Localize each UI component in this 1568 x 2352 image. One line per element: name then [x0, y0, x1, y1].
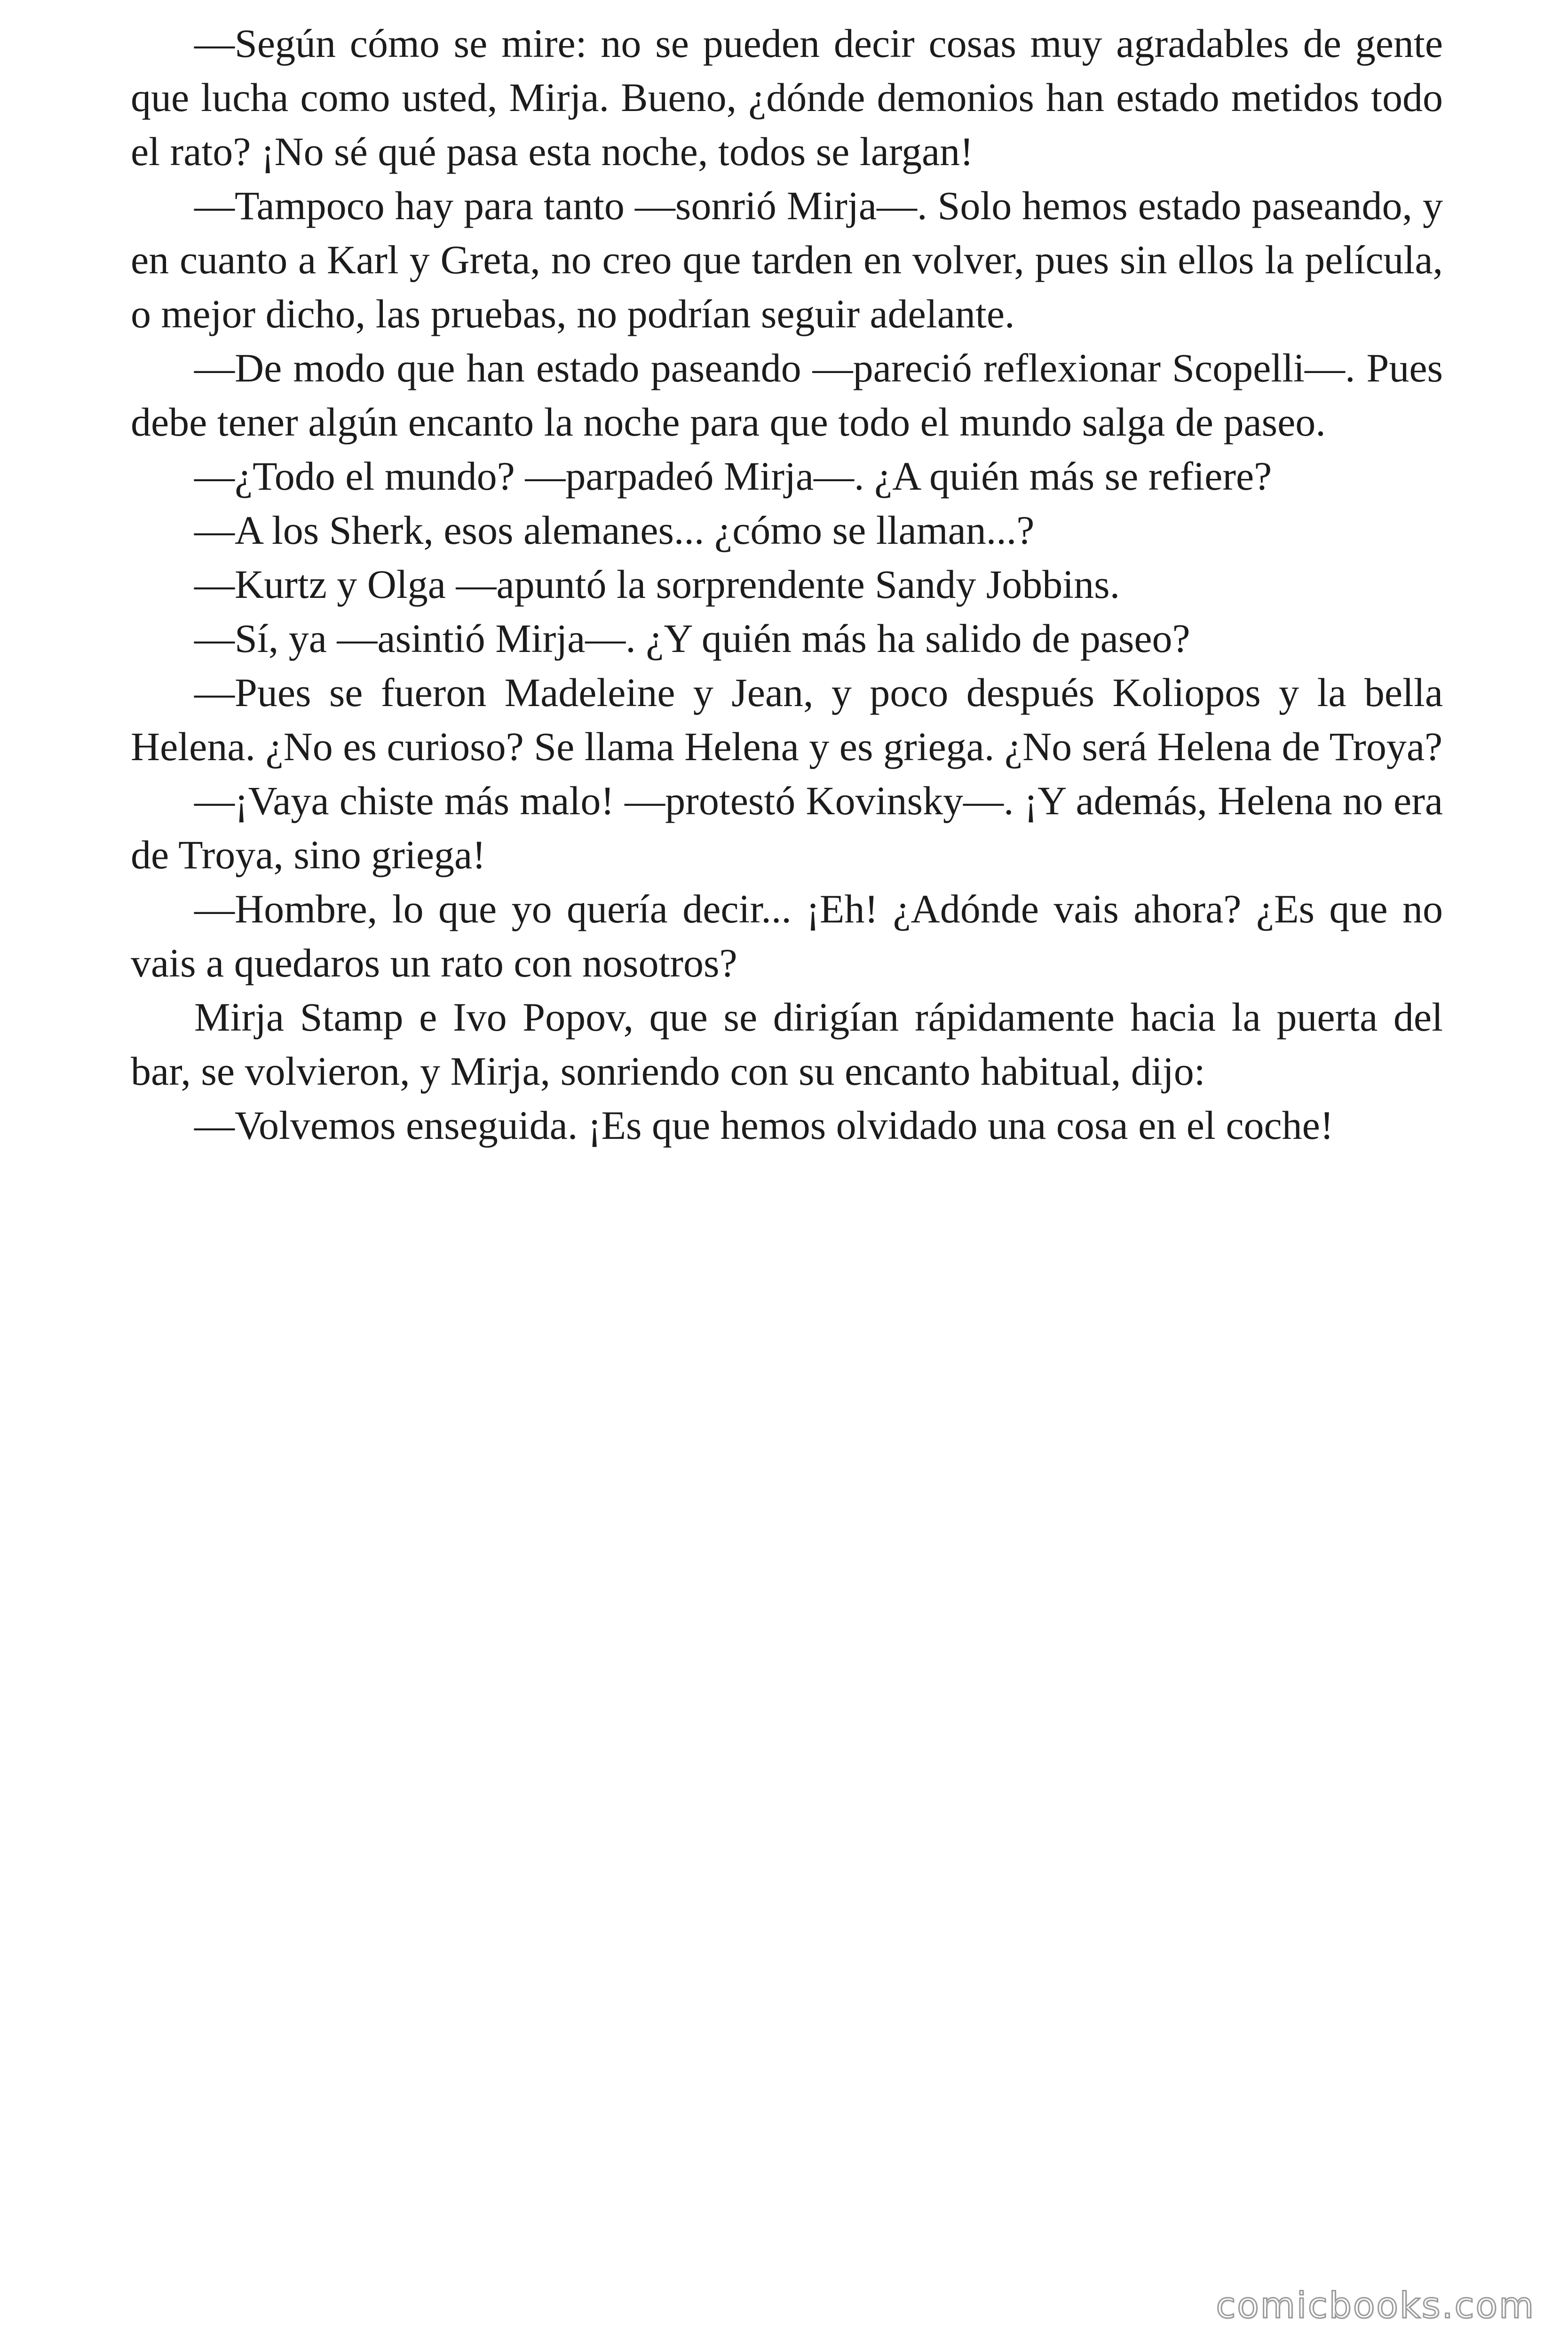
- watermark-logo: comicbooks.com: [1216, 2284, 1535, 2326]
- paragraph-7: —Sí, ya —asintió Mirja—. ¿Y quién más ha salido de paseo?: [194, 616, 1190, 661]
- paragraph-1: —Según cómo se mire: no se pueden decir cosas muy agradables de gente que lucha como usted, Mirja. Bueno, ¿dónde demonios han estado metidos todo el rato? ¡No sé qué pasa esta noche, todos se largan!: [131, 21, 1443, 174]
- paragraph-2: —Tampoco hay para tanto —sonrió Mirja—. Solo hemos estado paseando, y en cuanto a Karl y Greta, no creo que tarden en volver, pues sin ellos la película, o mejor dicho, las pruebas, no podrían seguir adelante.: [131, 183, 1443, 336]
- paragraph-10: —Hombre, lo que yo quería decir... ¡Eh! ¿Adónde vais ahora? ¿Es que no vais a quedaros un rato con nosotros?: [131, 886, 1443, 985]
- paragraph-6: —Kurtz y Olga —apuntó la sorprendente Sandy Jobbins.: [194, 562, 1120, 607]
- paragraph-4: —¿Todo el mundo? —parpadeó Mirja—. ¿A quién más se refiere?: [194, 453, 1272, 499]
- paragraph-5: —A los Sherk, esos alemanes... ¿cómo se llaman...?: [194, 508, 1035, 553]
- paragraph-9: —¡Vaya chiste más malo! —protestó Kovinsky—. ¡Y además, Helena no era de Troya, sino griega!: [131, 778, 1443, 877]
- paragraph-12: —Volvemos enseguida. ¡Es que hemos olvidado una cosa en el coche!: [194, 1103, 1334, 1148]
- paragraph-3: —De modo que han estado paseando —pareció reflexionar Scopelli—. Pues debe tener algún encanto la noche para que todo el mundo salga de paseo.: [131, 345, 1443, 445]
- paragraph-8: —Pues se fueron Madeleine y Jean, y poco después Koliopos y la bella Helena. ¿No es curioso? Se llama Helena y es griega. ¿No será Helena de Troya?: [131, 670, 1443, 769]
- page-body: [131, 16, 1443, 1152]
- paragraph-11: Mirja Stamp e Ivo Popov, que se dirigían rápidamente hacia la puerta del bar, se volvieron, y Mirja, sonriendo con su encanto habitual, dijo:: [131, 994, 1443, 1094]
